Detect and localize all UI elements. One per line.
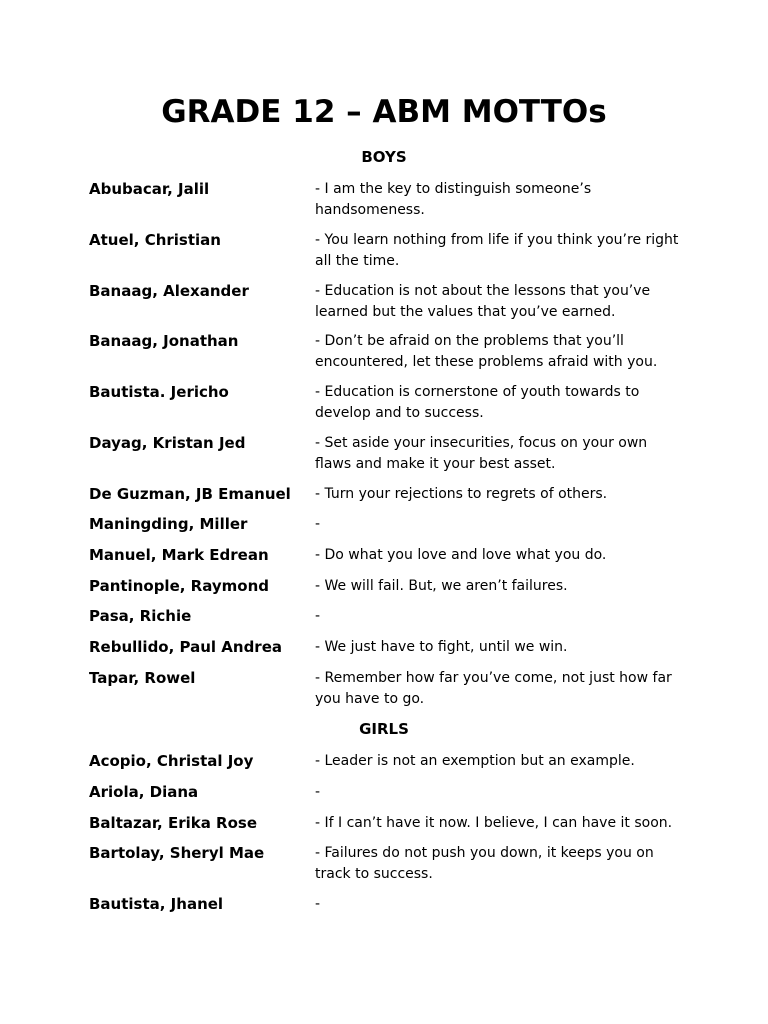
student-motto: - bbox=[315, 896, 321, 912]
student-name: Banaag, Alexander bbox=[89, 282, 249, 300]
student-motto: - bbox=[315, 784, 321, 800]
student-name: De Guzman, JB Emanuel bbox=[89, 485, 291, 503]
student-name: Ariola, Diana bbox=[89, 783, 199, 801]
student-motto: - Remember how far you’ve come, not just how far you have to go. bbox=[315, 670, 672, 707]
student-motto: - You learn nothing from life if you think you’re right all the time. bbox=[315, 232, 679, 269]
student-name: Acopio, Christal Joy bbox=[89, 752, 254, 770]
student-name: Tapar, Rowel bbox=[89, 669, 196, 687]
student-name: Bautista, Jhanel bbox=[89, 895, 224, 913]
student-name: Dayag, Kristan Jed bbox=[89, 434, 246, 452]
girls-heading: GIRLS bbox=[359, 720, 409, 738]
student-name: Atuel, Christian bbox=[89, 231, 221, 249]
student-motto: - Don’t be afraid on the problems that you’ll encountered, let these problems afraid with you. bbox=[315, 333, 658, 370]
student-name: Bartolay, Sheryl Mae bbox=[89, 844, 265, 862]
student-motto: - Turn your rejections to regrets of others. bbox=[315, 486, 608, 502]
student-name: Maningding, Miller bbox=[89, 515, 248, 533]
student-name: Abubacar, Jalil bbox=[89, 180, 210, 198]
student-name: Bautista. Jericho bbox=[89, 383, 229, 401]
student-motto: - bbox=[315, 608, 321, 624]
student-motto: - We will fail. But, we aren’t failures. bbox=[315, 578, 568, 594]
boys-heading: BOYS bbox=[361, 148, 407, 166]
student-name: Baltazar, Erika Rose bbox=[89, 814, 258, 832]
student-name: Banaag, Jonathan bbox=[89, 332, 239, 350]
student-motto: - If I can’t have it now. I believe, I can have it soon. bbox=[315, 815, 673, 831]
page-title: GRADE 12 – ABM MOTTOs bbox=[161, 94, 607, 130]
student-motto: - Education is not about the lessons that you’ve learned but the values that you’ve earned. bbox=[315, 283, 651, 320]
student-motto: - Set aside your insecurities, focus on your own flaws and make it your best asset. bbox=[315, 435, 648, 472]
student-name: Manuel, Mark Edrean bbox=[89, 546, 269, 564]
student-motto: - Education is cornerstone of youth towards to develop and to success. bbox=[315, 384, 640, 421]
student-motto: - I am the key to distinguish someone’s handsomeness. bbox=[315, 181, 592, 218]
student-motto: - Leader is not an exemption but an example. bbox=[315, 753, 635, 769]
student-name: Pantinople, Raymond bbox=[89, 577, 269, 595]
student-name: Rebullido, Paul Andrea bbox=[89, 638, 283, 656]
student-motto: - We just have to fight, until we win. bbox=[315, 639, 568, 655]
student-name: Pasa, Richie bbox=[89, 607, 192, 625]
student-motto: - bbox=[315, 516, 321, 532]
student-motto: - Do what you love and love what you do. bbox=[315, 547, 607, 563]
student-motto: - Failures do not push you down, it keeps you on track to success. bbox=[315, 845, 654, 882]
